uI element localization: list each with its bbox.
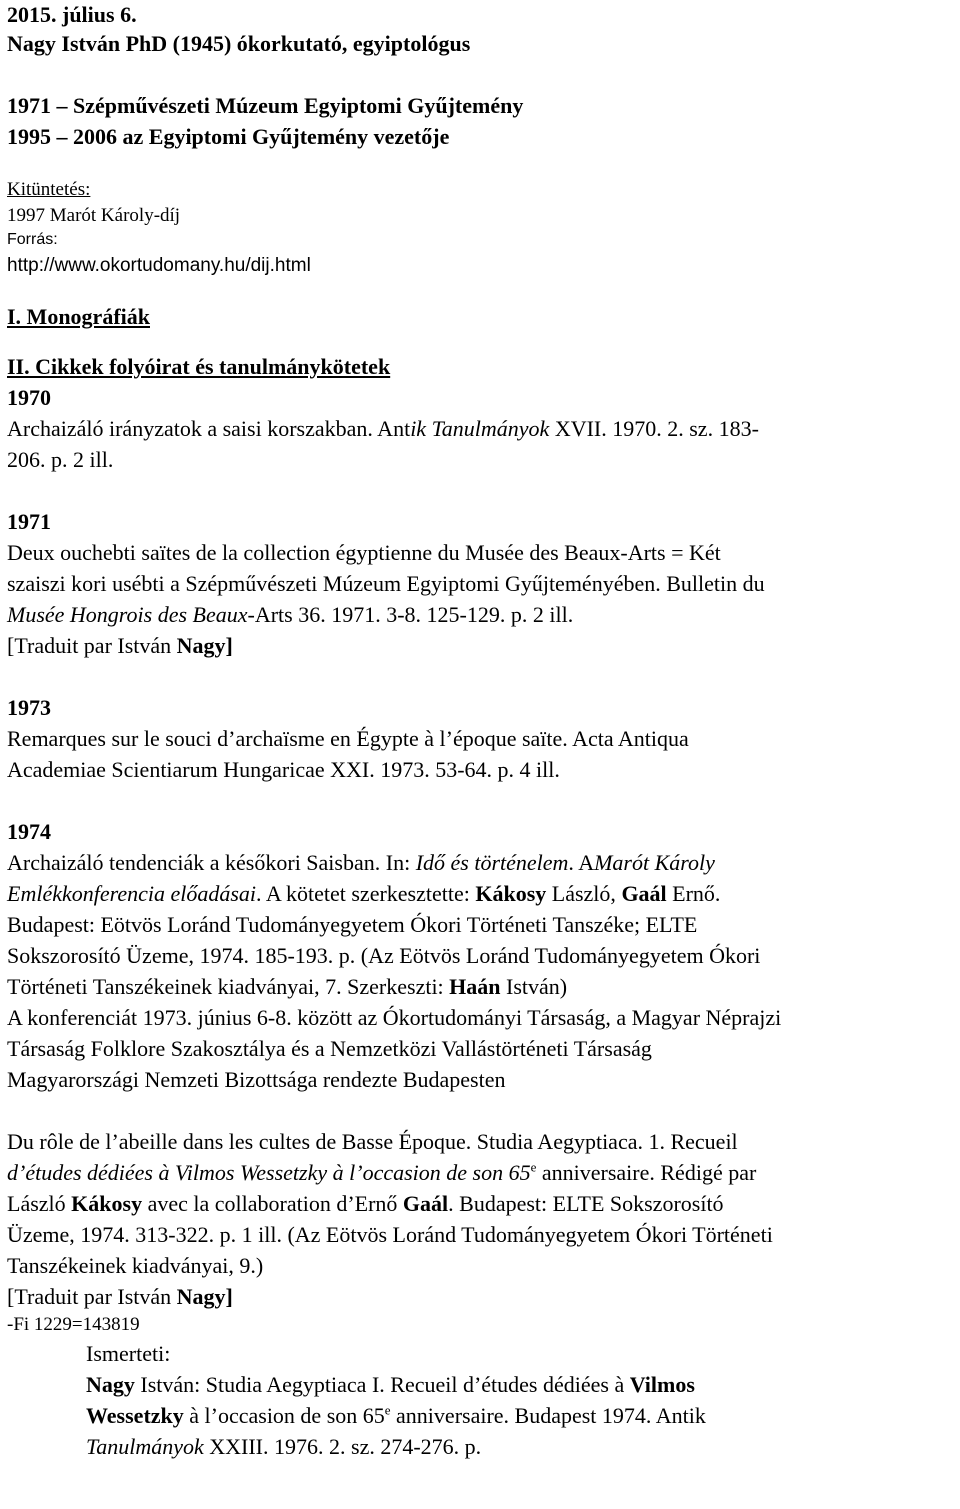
entry-1974-line: Történeti Tanszékeinek kiadványai, 7. Szerkeszti: Haán István): [7, 974, 568, 999]
source-label: Forrás:: [7, 231, 58, 248]
entry-1974-line: Sokszorosító Üzeme, 1974. 185-193. p. (Az Eötvös Loránd Tudományegyetem Ókori: [7, 943, 761, 968]
entry-1974b-code: -Fi 1229=143819: [7, 1314, 140, 1335]
entry-1974b-line: Üzeme, 1974. 313-322. p. 1 ill. (Az Eötvös Loránd Tudományegyetem Ókori Történeti: [7, 1222, 773, 1247]
section-articles: II. Cikkek folyóirat és tanulmánykötetek: [7, 354, 391, 379]
entry-1974-line: Magyarországi Nemzeti Bizottsága rendezte Budapesten: [7, 1067, 506, 1092]
entry-1971-line: Deux ouchebti saïtes de la collection égyptienne du Musée des Beaux-Arts = Két: [7, 540, 721, 565]
review-line: Tanulmányok XXIII. 1976. 2. sz. 274-276. p.: [86, 1434, 482, 1459]
source-url[interactable]: http://www.okortudomany.hu/dij.html: [7, 255, 311, 276]
source-link[interactable]: [7, 251, 957, 281]
entry-1970-line: 206. p. 2 ill.: [7, 447, 114, 472]
entry-1973-line: Remarques sur le souci d’archaïsme en Égypte à l’époque saïte. Acta Antiqua: [7, 726, 689, 751]
entry-1974-line: Archaizáló tendenciák a későkori Saisban. In: Idő és történelem. AMarót Károly: [7, 850, 715, 875]
entry-year-1971: 1971: [7, 509, 51, 534]
award-item: 1997 Marót Károly-díj: [7, 205, 181, 226]
section-monographs: I. Monográfiák: [7, 304, 150, 329]
entry-1971-line: [Traduit par István Nagy]: [7, 633, 233, 658]
entry-1971-line: Musée Hongrois des Beaux-Arts 36. 1971. 3-8. 125-129. p. 2 ill.: [7, 602, 574, 627]
entry-1973-line: Academiae Scientiarum Hungaricae XXI. 1973. 53-64. p. 4 ill.: [7, 757, 560, 782]
entry-year-1970: 1970: [7, 385, 51, 410]
career-item: 1971 – Szépművészeti Múzeum Egyiptomi Gyűjtemény: [7, 93, 524, 118]
review-label: Ismerteti:: [86, 1341, 171, 1366]
entry-year-1973: 1973: [7, 695, 51, 720]
review-line: Nagy István: Studia Aegyptiaca I. Recueil d’études dédiées à Vilmos: [86, 1372, 695, 1397]
entry-1974b-line: László Kákosy avec la collaboration d’Ernő Gaál. Budapest: ELTE Sokszorosító: [7, 1191, 724, 1216]
date-heading: 2015. július 6.: [7, 2, 137, 27]
career-item: 1995 – 2006 az Egyiptomi Gyűjtemény vezetője: [7, 124, 450, 149]
entry-1974-line: Emlékkonferencia előadásai. A kötetet szerkesztette: Kákosy László, Gaál Ernő.: [7, 881, 721, 906]
document-body: [7, 0, 957, 1462]
awards-heading: Kitüntetés:: [7, 179, 91, 200]
entry-year-1974: 1974: [7, 819, 51, 844]
entry-1974-line: Budapest: Eötvös Loránd Tudományegyetem Ókori Történeti Tanszéke; ELTE: [7, 912, 698, 937]
entry-1974b-line: Du rôle de l’abeille dans les cultes de Basse Époque. Studia Aegyptiaca. 1. Recueil: [7, 1129, 738, 1154]
entry-1971-line: szaiszi kori usébti a Szépművészeti Múzeum Egyiptomi Gyűjteményében. Bulletin du: [7, 571, 765, 596]
entry-1974b-line: d’études dédiées à Vilmos Wessetzky à l’occasion de son 65e anniversaire. Rédigé par: [7, 1159, 757, 1185]
person-heading: Nagy István PhD (1945) ókorkutató, egyiptológus: [7, 31, 471, 56]
entry-1974b-line: Tanszékeinek kiadványai, 9.): [7, 1253, 264, 1278]
entry-1974-line: A konferenciát 1973. június 6-8. között az Ókortudományi Társaság, a Magyar Néprajzi: [7, 1005, 782, 1030]
entry-1974b-line: [Traduit par István Nagy]: [7, 1284, 233, 1309]
entry-1970-line: Archaizáló irányzatok a saisi korszakban. Antik Tanulmányok XVII. 1970. 2. sz. 183-: [7, 416, 759, 441]
entry-1974-line: Társaság Folklore Szakosztálya és a Nemzetközi Vallástörténeti Társaság: [7, 1036, 652, 1061]
review-line: Wessetzky à l’occasion de son 65e anniversaire. Budapest 1974. Antik: [86, 1402, 706, 1428]
